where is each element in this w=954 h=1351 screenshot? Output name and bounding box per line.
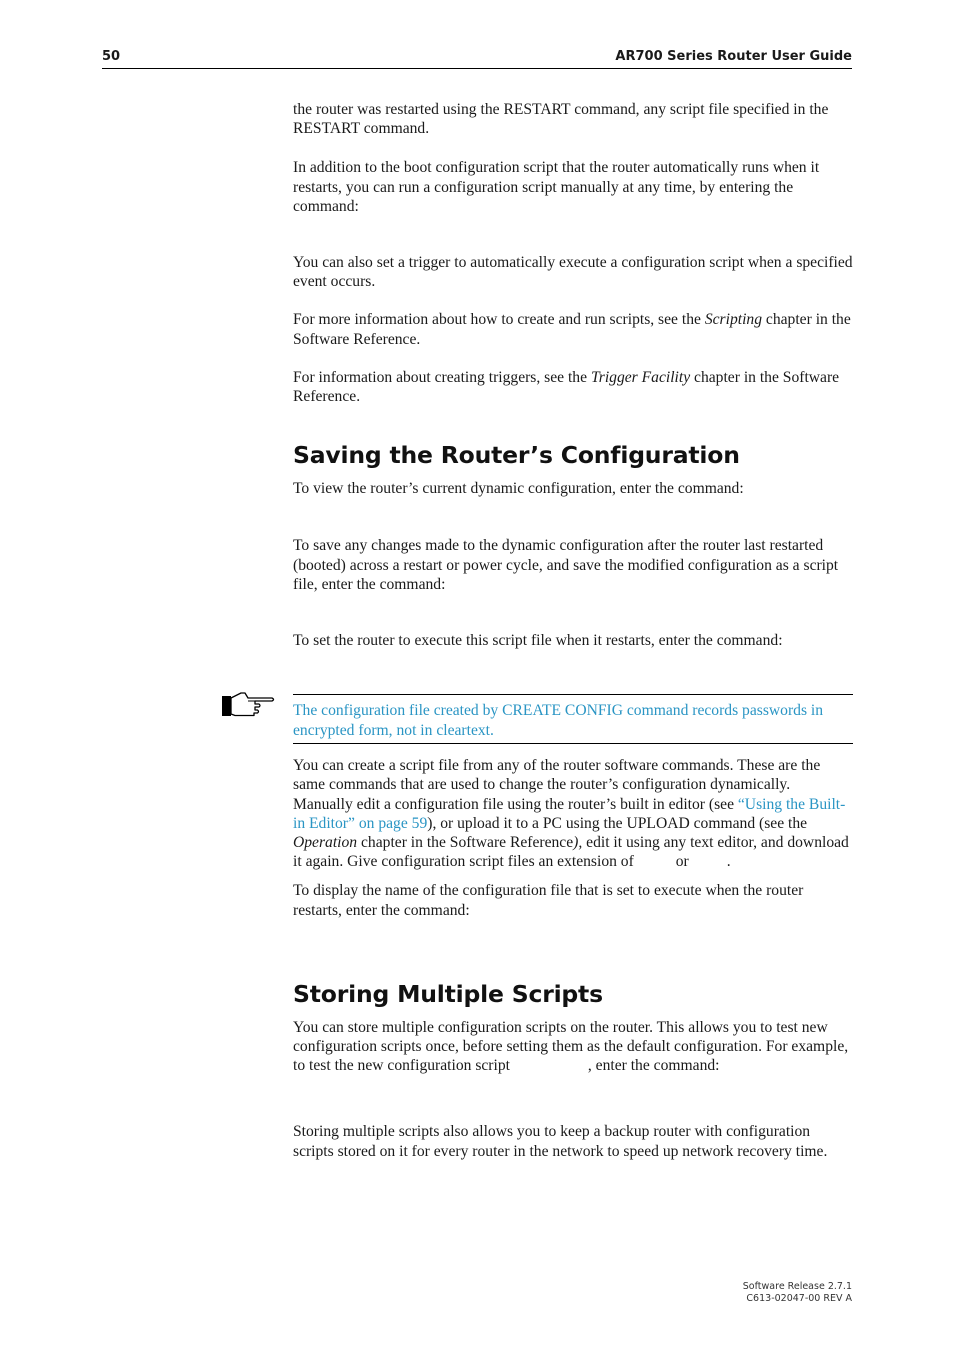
paragraph: You can create a script file from any of the router software commands. These are the same commands that are used to change the router’s configuration dynamically. Manually edit a configuration file using the router’s built in editor (see “Using the Built-in Editor” on page 59), or upload it to a PC using the UPLOAD command (see the Operation chapter in the Software Reference), edit it using any text editor, and download it again. Give configuration script files an extension of or . — [293, 757, 849, 871]
note-text: The configuration file created by CREATE CONFIG command records passwords in encrypted form, not in cleartext. — [293, 694, 853, 744]
page-body — [293, 100, 853, 1161]
software-release: Software Release 2.7.1 — [742, 1281, 852, 1292]
section-heading-storing: Storing Multiple Scripts — [293, 979, 603, 1008]
document-id: C613-02047-00 REV A — [746, 1293, 852, 1304]
trigger-facility-ref: Trigger Facility — [590, 368, 691, 386]
page-footer — [743, 1281, 852, 1305]
paragraph: You can also set a trigger to automatically execute a configuration script when a specified event occurs. — [293, 254, 853, 291]
paragraph: For information about creating triggers, see the Trigger Facility chapter in the Software Reference. — [293, 368, 840, 406]
paragraph: To set the router to execute this script file when it restarts, enter the command: — [293, 632, 783, 650]
page-number: 50 — [102, 49, 121, 64]
section-heading-saving: Saving the Router’s Configuration — [293, 441, 740, 470]
paragraph: Storing multiple scripts also allows you to keep a backup router with configuration scripts stored on it for every router in the network to speed up network recovery time. — [293, 1123, 828, 1160]
guide-title: AR700 Series Router User Guide — [615, 49, 852, 64]
pointing-hand-icon — [221, 689, 277, 719]
page-header — [102, 48, 852, 69]
paragraph: For more information about how to create and run scripts, see the Scripting chapter in the Software Reference. — [293, 311, 851, 348]
editor-page-link[interactable]: “Using the Built-in Editor” on page 59 — [293, 795, 846, 832]
paragraph: the router was restarted using the RESTART command, any script file specified in the RESTART command. — [293, 101, 829, 138]
operation-ref: Operation — [293, 834, 358, 852]
paragraph: To view the router’s current dynamic configuration, enter the command: — [293, 480, 744, 498]
note-box — [293, 694, 853, 744]
paragraph: In addition to the boot configuration script that the router automatically runs when it restarts, you can run a configuration script manually at any time, by entering the command: — [293, 159, 820, 215]
paragraph: To save any changes made to the dynamic configuration after the router last restarted (booted) across a restart or power cycle, and save the modified configuration as a script file, enter the command: — [293, 537, 839, 593]
paragraph: To display the name of the configuration file that is set to execute when the router restarts, enter the command: — [293, 882, 804, 919]
scripting-ref: Scripting — [704, 311, 763, 329]
paragraph: You can store multiple configuration scripts on the router. This allows you to test new configuration scripts once, before setting them as the default configuration. For example, to test the new configuration script , enter the command: — [293, 1018, 849, 1075]
